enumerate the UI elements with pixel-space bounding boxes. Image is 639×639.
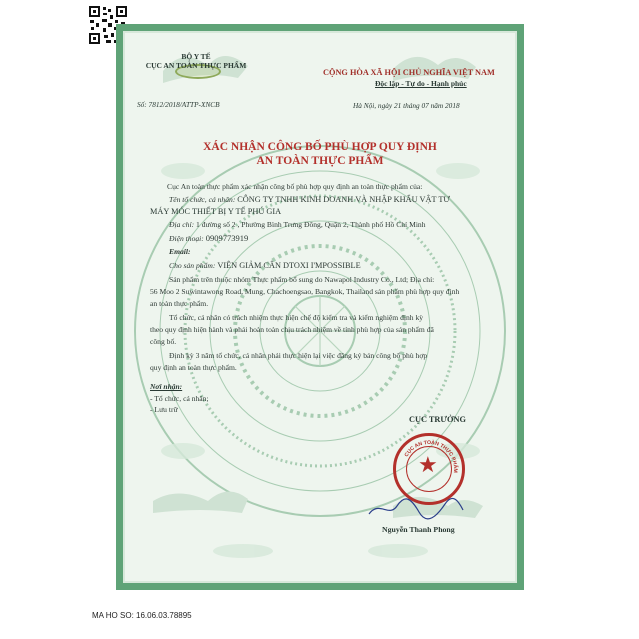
paragraph-3-line-2: quy định an toàn thực phẩm. (150, 363, 237, 372)
intro-text: Cục An toàn thực phẩm xác nhận công bố phù hợp quy định an toàn thực phẩm của: (167, 182, 423, 191)
star-icon: ★ (418, 452, 438, 477)
signer-name: Nguyễn Thanh Phong (382, 525, 455, 534)
official-red-seal (393, 433, 465, 505)
ministry-name: BỘ Y TẾ (181, 52, 211, 61)
org-value-line-1: CÔNG TY TNHH KINH DOANH VÀ NHẬP KHẨU VẬT TƯ (237, 195, 450, 204)
document-title-line-1: XÁC NHẬN CÔNG BỐ PHÙ HỢP QUY ĐỊNH (203, 141, 437, 153)
org-label: Tên tổ chức, cá nhân: (169, 195, 236, 204)
paragraph-2-line-2: theo quy định hiện hành và phải hoàn toàn chịu trách nhiệm về tính phù hợp của sản phẩm đã (150, 325, 434, 334)
document-title-line-2: AN TOÀN THỰC PHẨM (256, 155, 384, 167)
paragraph-2-line-3: công bố. (150, 337, 177, 346)
handwritten-signature (359, 496, 469, 520)
address-label: Địa chỉ: (169, 220, 195, 229)
paragraph-2-line-1: Tổ chức, cá nhân có trách nhiệm thực hiện chế độ kiểm tra và kiểm nghiệm định kỳ (169, 313, 424, 322)
email-label: Email: (169, 247, 191, 256)
department-name: CỤC AN TOÀN THỰC PHẨM (145, 61, 247, 70)
certificate-document (116, 24, 524, 590)
paragraph-1-line-3: an toàn thực phẩm. (150, 299, 209, 308)
recipient-item: - Tổ chức, cá nhân; (150, 394, 209, 403)
document-number: Số: 7812/2018/ATTP-XNCB (137, 100, 220, 109)
national-motto: Độc lập - Tự do - Hạnh phúc (375, 79, 467, 88)
seal-text: CỤC AN TOÀN THỰC PHẨM (403, 439, 459, 473)
recipients-label: Nơi nhận: (150, 382, 183, 391)
signer-position: CỤC TRƯỞNG (409, 415, 466, 424)
paragraph-1-line-2: 56 Moo 2 Suwintawong Road, Mung, Chachoengsao, Bangkok, Thailand sản phẩm phù hợp quy định (150, 287, 460, 296)
product-label: Cho sản phẩm: (169, 261, 216, 270)
paragraph-1-line-1: Sản phẩm trên thuộc nhóm Thực phẩm bổ sung do Nawapol Industry Co., Ltd; Địa chỉ: (169, 275, 435, 284)
recipient-item: - Lưu trữ (150, 405, 178, 414)
product-row (169, 262, 361, 270)
product-value: VIÊN GIẢM CÂN DTOXI I'MPOSSIBLE (217, 261, 361, 270)
country-name: CỘNG HÒA XÃ HỘI CHỦ NGHĨA VIỆT NAM (323, 68, 495, 77)
paragraph-3-line-1: Định kỳ 3 năm tổ chức, cá nhân phải thực hiện lại việc đăng ký bản công bố phù hợp (169, 351, 428, 360)
org-row (169, 196, 450, 204)
address-row (169, 221, 426, 229)
issue-date: Hà Nội, ngày 21 tháng 07 năm 2018 (353, 101, 460, 110)
dossier-code: MA HO SO: 16.06.03.78895 (92, 611, 192, 620)
phone-row (169, 234, 248, 243)
address-value: 1 đường số 2 , Phường Bình Trưng Đông, Quận 2, Thành phố Hồ Chí Minh (196, 220, 426, 229)
org-value-line-2: MÁY MÓC THIẾT BỊ Y TẾ PHÚ GIA (150, 207, 282, 216)
phone-label: Điện thoại: (169, 234, 204, 243)
phone-value: 0909773919 (205, 233, 249, 243)
